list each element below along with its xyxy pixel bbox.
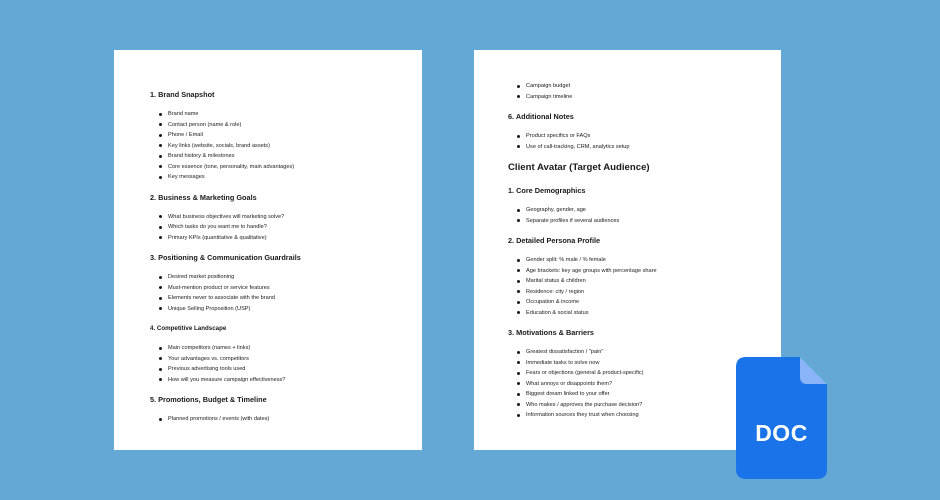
section-title: 1. Brand Snapshot (150, 90, 215, 99)
list-item: Previous advertising tools used (159, 364, 386, 375)
doc-file-icon (736, 357, 827, 479)
document-page-left (114, 50, 422, 450)
list-item: Elements never to associate with the brand (159, 293, 386, 304)
section-title: 2. Business & Marketing Goals (150, 192, 257, 202)
bullet-list (150, 212, 386, 244)
list-item: Primary KPIs (quantitative & qualitative) (159, 233, 386, 244)
list-item: Planned promotions / events (with dates) (159, 414, 386, 425)
list-item: Main competitors (names + links) (159, 343, 386, 354)
list-item: How will you measure campaign effectiveness? (159, 375, 386, 386)
bullet-list (150, 109, 386, 183)
list-item: Must-mention product or service features (159, 283, 386, 294)
bullet-list (508, 255, 747, 318)
bullet-list-continued (508, 81, 747, 102)
list-item: Your advantages vs. competitors (159, 354, 386, 365)
list-item: Key messages (159, 172, 386, 183)
list-item: Marital status & children (517, 276, 747, 287)
list-item: What business objectives will marketing solve? (159, 212, 386, 223)
list-item: Greatest dissatisfaction / "pain" (517, 347, 747, 358)
list-item: Core essence (tone, personality, main advantages) (159, 162, 386, 173)
list-item: Gender split: % male / % female (517, 255, 747, 266)
list-item: Fears or objections (general & product-specific) (517, 368, 747, 379)
section-title: 2. Detailed Persona Profile (508, 236, 601, 245)
list-item: Age brackets: key age groups with percentage share (517, 266, 747, 277)
bullet-list (508, 205, 747, 226)
list-item: Brand name (159, 109, 386, 120)
section-title: 3. Positioning & Communication Guardrails (150, 253, 301, 262)
list-item: Contact person (name & role) (159, 120, 386, 131)
section-title: 6. Additional Notes (508, 112, 574, 121)
list-item: Campaign timeline (517, 92, 747, 103)
bullet-list (150, 343, 386, 385)
list-item: What annoys or disappoints them? (517, 379, 747, 390)
section-title: 5. Promotions, Budget & Timeline (150, 395, 267, 404)
list-item: Separate profiles if several audiences (517, 216, 747, 227)
list-item: Residence: city / region (517, 287, 747, 298)
list-item: Geography, gender, age (517, 205, 747, 216)
document-page-right (474, 50, 781, 450)
list-item: Unique Selling Proposition (USP) (159, 304, 386, 315)
list-item: Desired market positioning (159, 272, 386, 283)
list-item: Campaign budget (517, 81, 747, 92)
bullet-list (150, 414, 386, 425)
list-item: Which tasks do you want me to handle? (159, 222, 386, 233)
list-item: Phone / Email (159, 130, 386, 141)
list-item: Biggest dream linked to your offer (517, 389, 747, 400)
section-title: 1. Core Demographics (508, 186, 586, 195)
bullet-list (508, 131, 747, 152)
document-heading: Client Avatar (Target Audience) (508, 162, 650, 173)
list-item: Immediate tasks to solve now (517, 358, 747, 369)
list-item: Product specifics or FAQs (517, 131, 747, 142)
doc-file-label: DOC (755, 420, 808, 446)
list-item: Education & social status (517, 308, 747, 319)
bullet-list (508, 347, 747, 421)
list-item: Occupation & income (517, 297, 747, 308)
bullet-list (150, 272, 386, 314)
list-item: Who makes / approves the purchase decision? (517, 400, 747, 411)
list-item: Information sources they trust when choosing (517, 410, 747, 421)
list-item: Key links (website, socials, brand assets) (159, 141, 386, 152)
section-title: 4. Competitive Landscape (150, 325, 227, 332)
section-title: 3. Motivations & Barriers (508, 328, 594, 337)
list-item: Brand history & milestones (159, 151, 386, 162)
list-item: Use of call-tracking, CRM, analytics setup (517, 142, 747, 153)
